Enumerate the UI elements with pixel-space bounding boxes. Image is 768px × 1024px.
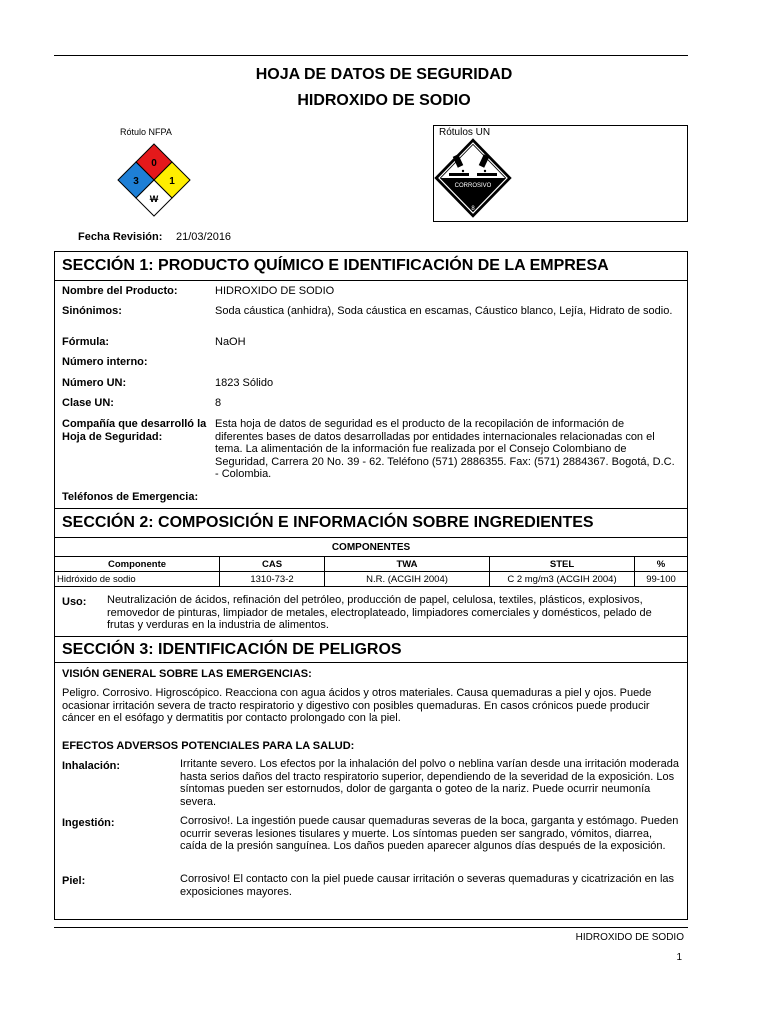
value-product-name: HIDROXIDO DE SODIO [215, 285, 335, 297]
components-table-title: COMPONENTES [331, 542, 411, 553]
footer-rule [54, 927, 688, 928]
value-formula: NaOH [215, 336, 246, 348]
label-un-class: Clase UN: [62, 397, 114, 409]
value-skin: Corrosivo! El contacto con la piel puede causar irritación o severas quemaduras y cicatrización en las exposiciones mayores. [180, 873, 675, 898]
label-emergency-phones: Teléfonos de Emergencia: [62, 491, 199, 503]
section3-title: SECCIÓN 3: IDENTIFICACIÓN DE PELIGROS [62, 641, 402, 658]
label-formula: Fórmula: [62, 336, 110, 348]
nfpa-health: 3 [133, 176, 139, 187]
top-rule [54, 55, 688, 56]
nfpa-special: W [149, 194, 159, 204]
label-company: Compañía que desarrolló la Hoja de Seguridad: [62, 418, 207, 443]
corrosive-diamond-text: CORROSIVO [454, 183, 492, 189]
col-stel: STEL [490, 557, 635, 572]
value-company: Esta hoja de datos de seguridad es el producto de la recopilación de información de diferentes bases de datos desarrolladas por entidades internacionales relacionadas con el tema. La alimentación de la información fue realizada por el Consejo Colombiano de Seguridad, Carrera 20 No. 39 - 62. Teléfono (571) 2886355. Fax: (571) 2884367. Bogotá, D.C. - Colombia. [215, 418, 675, 480]
label-un-number: Número UN: [62, 377, 127, 389]
cell-stel: C 2 mg/m3 (ACGIH 2004) [490, 572, 635, 587]
effects-title: EFECTOS ADVERSOS POTENCIALES PARA LA SALUD: [62, 740, 355, 752]
value-un-class: 8 [215, 397, 222, 409]
section1-title: SECCIÓN 1: PRODUCTO QUÍMICO E IDENTIFICACIÓN DE LA EMPRESA [62, 257, 609, 274]
col-twa: TWA [325, 557, 490, 572]
label-inhalation: Inhalación: [62, 760, 121, 772]
nfpa-diamond-icon [116, 142, 192, 218]
table-row [55, 572, 688, 587]
label-ingestion: Ingestión: [62, 817, 115, 829]
label-synonyms: Sinónimos: [62, 305, 122, 317]
cell-twa: N.R. (ACGIH 2004) [325, 572, 490, 587]
un-label-title: Rótulos UN [439, 127, 491, 138]
value-ingestion: Corrosivo!. La ingestión puede causar quemaduras severas de la boca, garganta y estómago. Pueden ocurrir severas lesiones tisulares y muerte. Los síntomas pueden ser sangrado, vómitos, diarrea, caída de la presión sanguínea. Los daños pueden aparecer algunos días después de la exposición. [180, 815, 679, 852]
corrosive-diamond-icon [433, 137, 513, 219]
section2-top-rule [54, 508, 688, 509]
cell-percent: 99-100 [635, 572, 688, 587]
cell-cas: 1310-73-2 [220, 572, 325, 587]
label-product-name: Nombre del Producto: [62, 285, 178, 297]
section3-top-rule [54, 636, 688, 637]
components-table [54, 556, 688, 587]
cell-component: Hidróxido de sodio [55, 572, 220, 587]
nfpa-label: Rótulo NFPA [120, 127, 172, 137]
label-uso: Uso: [62, 596, 87, 608]
section2-rule [54, 537, 688, 538]
revision-label: Fecha Revisión: [78, 231, 163, 243]
label-internal-number: Número interno: [62, 356, 148, 368]
components-header-row [55, 557, 688, 572]
section1-rule [54, 280, 688, 281]
value-uso: Neutralización de ácidos, refinación del petróleo, producción de papel, celulosa, textiles, plásticos, explosivos, removedor de pinturas, limpiador de metales, electroplateado, limpiadores comerciales y domésticos, pelado de frutas y verduras en la industria de alimentos. [107, 594, 652, 631]
section2-title: SECCIÓN 2: COMPOSICIÓN E INFORMACIÓN SOBRE INGREDIENTES [62, 514, 594, 531]
nfpa-reactivity: 1 [169, 176, 175, 187]
document-title: HOJA DE DATOS DE SEGURIDAD [255, 66, 513, 83]
un-class-number: 8 [471, 206, 475, 212]
revision-date: 21/03/2016 [176, 231, 232, 243]
product-title: HIDROXIDO DE SODIO [297, 92, 471, 109]
col-component: Componente [55, 557, 220, 572]
value-inhalation: Irritante severo. Los efectos por la inhalación del polvo o neblina varían desde una irritación moderada hasta serios daños del tracto respiratorio superior, dependiendo de la severidad de la exposición. Los síntomas pueden ser estornudos, dolor de garganta o goteo de la nariz. Puede ocurrir neumonía severa. [180, 758, 679, 808]
section3-rule [54, 662, 688, 663]
page-number: 1 [676, 952, 682, 963]
nfpa-flammability: 0 [151, 158, 157, 169]
overview-title: VISIÓN GENERAL SOBRE LAS EMERGENCIAS: [62, 668, 312, 680]
col-cas: CAS [220, 557, 325, 572]
col-percent: % [635, 557, 688, 572]
label-skin: Piel: [62, 875, 86, 887]
value-un-number: 1823 Sólido [215, 377, 274, 389]
overview-text: Peligro. Corrosivo. Higroscópico. Reacciona con agua ácidos y otros materiales. Causa quemaduras a piel y ojos. Puede ocasionar irritación severa de tracto respiratorio y digestivo con posibles quemaduras. En casos crónicos puede producir cáncer en el esófago y dermatitis por contacto prolongado con la piel. [62, 687, 652, 724]
footer-product: HIDROXIDO DE SODIO [575, 932, 684, 943]
value-synonyms: Soda cáustica (anhidra), Soda cáustica en escamas, Cáustico blanco, Lejía, Hidrato de sodio. [215, 305, 673, 317]
